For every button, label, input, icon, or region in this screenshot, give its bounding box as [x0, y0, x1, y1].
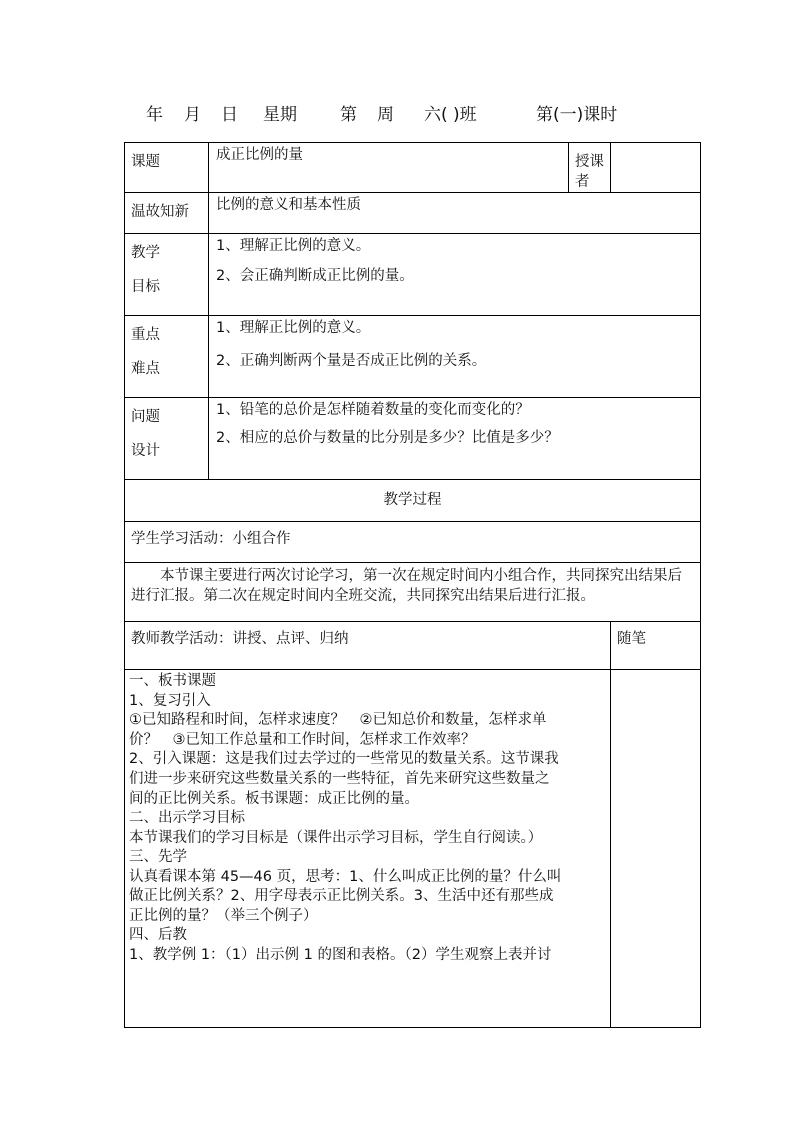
questions-row	[125, 398, 701, 480]
lesson-header	[0, 100, 794, 126]
topic-label: 课题	[125, 143, 209, 193]
week-suffix: 周	[377, 105, 394, 125]
goals-label-line: 目标	[131, 278, 160, 295]
month-label: 月	[184, 105, 201, 125]
body-line: 三、先学	[129, 849, 187, 866]
student-activity-row	[125, 522, 701, 563]
focus-value	[209, 316, 701, 398]
teacher-activity-row	[125, 622, 701, 670]
question-item: 2、相应的总价与数量的比分别是多少？比值是多少？	[216, 429, 559, 446]
goal-item: 2、会正确判断成正比例的量。	[216, 267, 414, 284]
goals-label	[125, 234, 209, 316]
review-row	[125, 193, 701, 234]
body-line: 一、板书课题	[129, 673, 216, 690]
focus-row	[125, 316, 701, 398]
student-paragraph-row	[125, 563, 701, 622]
body-line: 2、引入课题：这是我们过去学过的一些常见的数量关系。这节课我	[129, 751, 559, 768]
teacher-activity: 教师教学活动：讲授、点评、归纳	[125, 622, 611, 670]
review-label: 温故知新	[125, 193, 209, 234]
questions-label-line: 问题	[131, 409, 160, 426]
questions-label-line: 设计	[131, 442, 160, 459]
notes-column	[611, 670, 701, 1028]
process-title-row	[125, 480, 701, 522]
year-label: 年	[146, 105, 163, 125]
body-line: ①已知路程和时间，怎样求速度？ ②已知总价和数量，怎样求单	[129, 712, 547, 729]
questions-label	[125, 398, 209, 480]
week-prefix: 第	[340, 105, 357, 125]
focus-label-line: 难点	[131, 360, 160, 377]
teacher-label: 授课者	[569, 143, 611, 193]
lesson-label: 第(一)课时	[536, 105, 618, 125]
focus-label	[125, 316, 209, 398]
body-line: 1、复习引入	[129, 692, 211, 709]
teaching-body	[125, 670, 611, 1028]
topic-value: 成正比例的量	[209, 143, 569, 193]
lesson-plan-table	[124, 142, 701, 1028]
student-paragraph: 本节课主要进行两次讨论学习，第一次在规定时间内小组合作，共同探究出结果后进行汇报。第二次在规定时间内全班交流，共同探究出结果后进行汇报。	[125, 563, 701, 622]
focus-label-line: 重点	[131, 327, 160, 344]
process-title: 教学过程	[125, 480, 701, 522]
notes-label: 随笔	[611, 622, 701, 670]
day-label: 日	[221, 105, 238, 125]
body-line: 做正比例关系？2、用字母表示正比例关系。3、生活中还有那些成	[129, 888, 554, 905]
teaching-body-row	[125, 670, 701, 1028]
focus-item: 2、正确判断两个量是否成正比例的关系。	[216, 352, 487, 369]
body-line: 正比例的量？（举三个例子）	[129, 907, 318, 924]
questions-value	[209, 398, 701, 480]
body-line: 本节课我们的学习目标是（课件出示学习目标，学生自行阅读。）	[129, 829, 543, 846]
teacher-value	[611, 143, 701, 193]
class-label: 六( )班	[424, 105, 477, 125]
body-line: 认真看课本第 45—46 页，思考：1、什么叫成正比例的量？什么叫	[129, 868, 562, 885]
body-line: 们进一步来研究这些数量关系的一些特征，首先来研究这些数量之	[129, 770, 550, 787]
question-item: 1、铅笔的总价是怎样随着数量的变化而变化的？	[216, 402, 530, 419]
body-line: 四、后教	[129, 927, 187, 944]
focus-item: 1、理解正比例的意义。	[216, 320, 371, 337]
body-line: 1、教学例 1：（1）出示例 1 的图和表格。（2）学生观察上表并讨	[129, 947, 552, 963]
review-value: 比例的意义和基本性质	[209, 193, 701, 234]
topic-row	[125, 143, 701, 193]
goals-value	[209, 234, 701, 316]
body-line: 二、出示学习目标	[129, 810, 245, 827]
goal-item: 1、理解正比例的意义。	[216, 238, 371, 255]
weekday-label: 星期	[263, 105, 297, 125]
goals-label-line: 教学	[131, 245, 160, 262]
body-line: 间的正比例关系。板书课题：成正比例的量。	[129, 790, 419, 807]
body-line: 价？ ③已知工作总量和工作时间，怎样求工作效率？	[129, 731, 476, 748]
student-activity: 学生学习活动：小组合作	[125, 522, 701, 563]
goals-row	[125, 234, 701, 316]
